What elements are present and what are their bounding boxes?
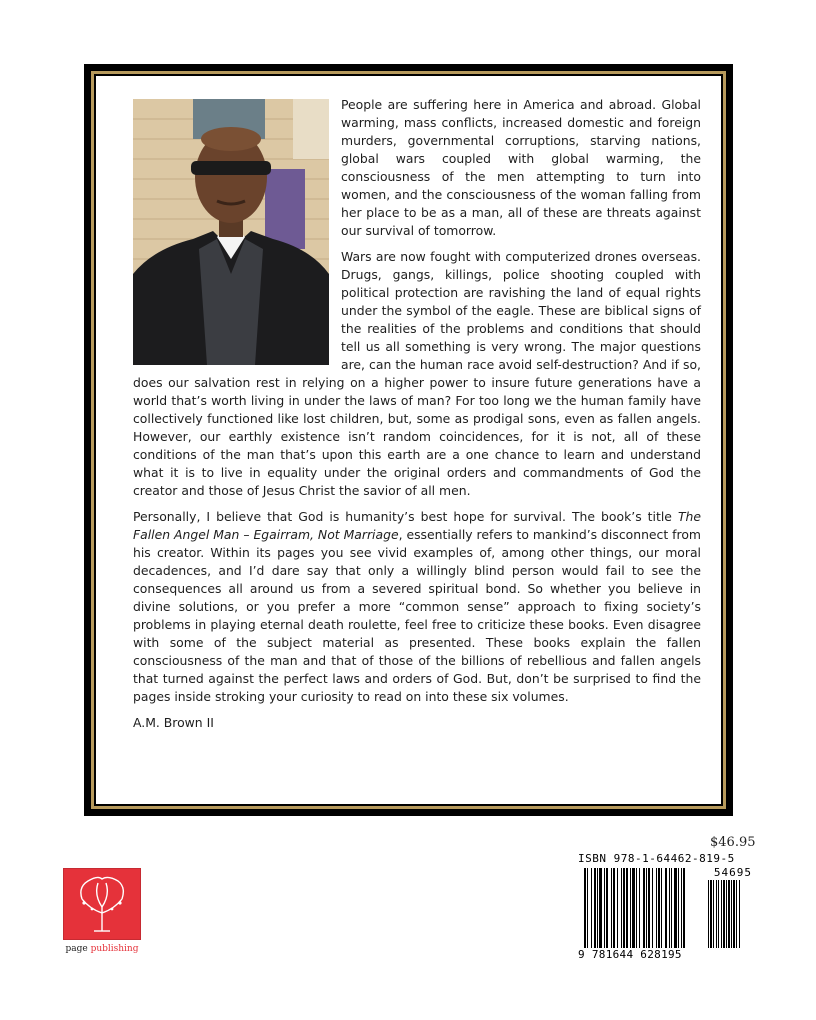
paragraph-3-body: , essentially refers to mankind’s disconnect from his creator. Within its pages you see vivid examples of, among other things, our moral decadences, and I’d dare say that only a willingly blind person would fail to see the consequences all around us from a severed spiritual bond. So whether you believe in divine solutions, or you prefer a more “common sense” approach to fixing society’s problems in playing eternal death roulette, feel free to criticize these books. Even disagree with some of the subject material as presented. These books explain the fallen consciousness of the man and that of those of the billions of rebellious and fallen angels that turned against the perfect laws and orders of God. But, don’t be surprised to find the pages inside stroking your curiosity to read on into these six volumes.: [133, 527, 701, 704]
paragraph-3-lead: Personally, I believe that God is humanity’s best hope for survival. The book’s title: [133, 509, 678, 524]
price-code: 54695: [713, 866, 752, 879]
paragraph-3: [133, 508, 701, 706]
publisher-name-part2: publishing: [90, 944, 139, 954]
author-photo: [133, 99, 329, 365]
book-title: The Fallen Angel Man – Egairram, Not Marriage: [133, 509, 701, 542]
author-signature: A.M. Brown II: [133, 715, 214, 730]
barcode-bars: [584, 868, 762, 950]
publisher-name-part1: page: [65, 944, 91, 954]
tree-icon: [64, 869, 140, 939]
price-label: $46.95: [710, 835, 756, 850]
paragraph-2: Wars are now fought with computerized drones overseas. Drugs, gangs, killings, police shooting coupled with political protection are ravishing the land of equal rights under the symbol of the eagle. These are biblical signs of the realities of the problems and conditions that should tell us all something is very wrong. The major questions are, can the human race avoid self-destruction? And if so, does our salvation rest in relying on a higher power to insure future generations have a world that’s worth living in under the laws of man? For too long we the human family have collectively functioned like lost children, but, some as prodigal sons, even as fallen angels. However, our earthly existence isn’t random coincidences, for it is not, all of these conditions of the man that’s upon this earth are a one chance to learn and understand what it is to live in equality under the original orders and commandments of God the creator and those of Jesus Christ the savior of all men.: [133, 249, 701, 498]
publisher-logo-mark: [63, 868, 141, 940]
gold-border: [91, 71, 726, 809]
cover-text-panel: [96, 76, 721, 804]
author-portrait-illustration: [133, 99, 329, 365]
barcode-digits: 9 781644 628195: [578, 948, 682, 961]
publisher-logo: [63, 868, 141, 956]
isbn-text: ISBN 978-1-64462-819-5: [578, 852, 735, 865]
publisher-name: [63, 944, 141, 954]
blurb-text: [133, 96, 701, 732]
cover-frame: [84, 64, 733, 816]
paragraph-1: People are suffering here in America and abroad. Global warming, mass conflicts, increased domestic and foreign murders, governmental corruptions, starving nations, global wars coupled with global warming, the consciousness of the men attempting to turn into women, and the consciousness of the woman falling from her place to be as a man, all of these are threats against our survival of tomorrow.: [341, 97, 701, 238]
isbn-barcode: [578, 852, 756, 964]
